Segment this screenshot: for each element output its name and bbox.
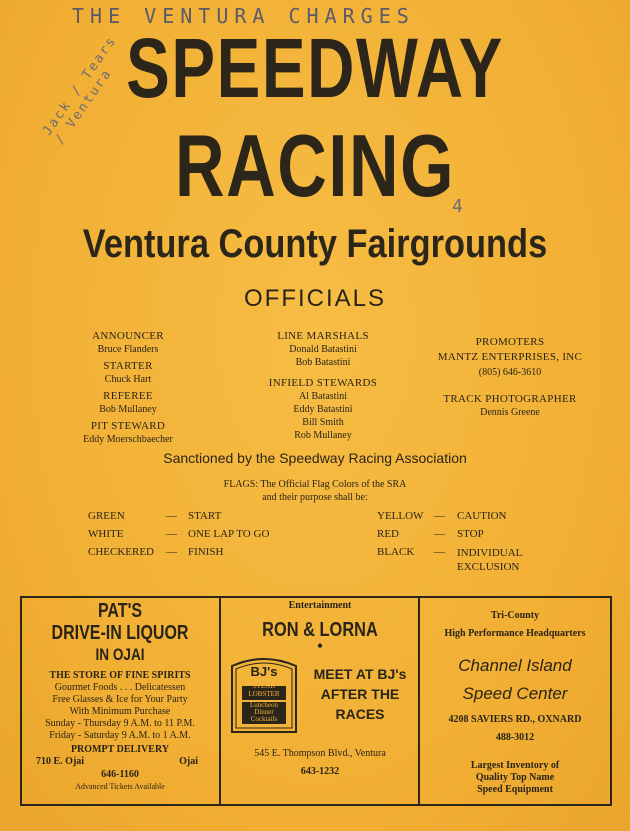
ad1-line1: Gourmet Foods . . . Delicatessen — [54, 682, 186, 693]
official-name: Chuck Hart — [104, 374, 152, 385]
bjs-sign-lobster: LOBSTER — [248, 690, 280, 698]
ad3-line1: Tri-County — [490, 610, 540, 621]
ad3-name1: Channel Island — [458, 656, 572, 675]
bjs-sign-name: BJ's — [250, 664, 278, 679]
ad1-location: IN OJAI — [95, 645, 145, 664]
official-name: Donald Batastini — [289, 344, 357, 355]
bjs-sign-luncheon: Luncheon — [250, 701, 278, 709]
venue-title: Ventura County Fairgrounds — [82, 222, 548, 266]
flag-meaning: INDIVIDUAL EXCLUSION — [457, 547, 522, 573]
ad2-meet — [304, 664, 416, 724]
official-role: TRACK PHOTOGRAPHER — [443, 393, 577, 405]
official-name: Bob Batastini — [295, 357, 351, 368]
handwritten-note: Jack / Tears / Ventura — [40, 33, 120, 148]
official-name: Eddy Moerschbaecher — [83, 434, 173, 445]
flag-color: CHECKERED — [88, 546, 154, 558]
flag-dash: — — [166, 546, 177, 558]
official-role: STARTER — [103, 360, 153, 372]
official-role: ANNOUNCER — [92, 330, 164, 342]
promoter-phone: (805) 646-3610 — [478, 367, 542, 378]
ad1-phone: 646-1160 — [101, 769, 139, 780]
flag-meaning: CAUTION — [457, 510, 507, 522]
ad1-address-row — [22, 756, 218, 769]
officials-heading: OFFICIALS — [243, 285, 387, 312]
ad1-delivery: PROMPT DELIVERY — [70, 744, 170, 755]
official-role: PIT STEWARD — [90, 420, 166, 432]
ad2-label: Entertainment — [288, 600, 352, 611]
promoter-name: MANTZ ENTERPRISES, INC — [437, 351, 583, 363]
flag-dash: — — [434, 528, 445, 540]
ad2-phone: 643-1232 — [300, 766, 340, 777]
official-name: Eddy Batastini — [293, 404, 353, 415]
ad1-hours2: Friday - Saturday 9 A.M. to 1 A.M. — [49, 730, 191, 741]
ad1-address: 710 E. Ojai — [36, 756, 85, 767]
ad1-name2: DRIVE-IN LIQUOR — [51, 622, 189, 644]
sanction-line: Sanctioned by the Speedway Racing Association — [163, 450, 467, 466]
ad1-note: Advanced Tickets Available — [75, 782, 165, 791]
ad3-line2: High Performance Headquarters — [444, 628, 586, 639]
flags-intro — [0, 478, 630, 504]
bjs-sign-steak: STEAK — [252, 682, 276, 690]
official-role: REFEREE — [103, 390, 153, 402]
ad3-name2: Speed Center — [462, 684, 568, 703]
bjs-sign-logo — [228, 652, 300, 736]
ad1-line3: With Minimum Purchase — [69, 706, 171, 717]
headline-speedway: SPEEDWAY — [126, 21, 504, 115]
ad-divider — [219, 598, 221, 804]
bjs-sign-cocktails: Cocktails — [250, 715, 278, 723]
flags-intro-line2: and their purpose shall be: — [262, 492, 368, 503]
official-name: Bob Mullaney — [99, 404, 157, 415]
ad1-hours1: Sunday - Thursday 9 A.M. to 11 P.M. — [45, 718, 195, 729]
ad3-address: 4208 SAVIERS RD., OXNARD — [448, 714, 582, 725]
ad1-tagline: THE STORE OF FINE SPIRITS — [49, 670, 191, 681]
ad-channel-island — [422, 600, 608, 796]
ad2-meet-line1: MEET AT BJ's — [313, 666, 407, 682]
officials-column-1 — [48, 326, 208, 446]
ad1-city: Ojai — [179, 756, 198, 767]
official-role: INFIELD STEWARDS — [268, 377, 378, 389]
flag-color: RED — [377, 528, 399, 540]
official-name: Rob Mullaney — [294, 430, 352, 441]
ad1-name: PAT'S — [97, 600, 143, 622]
flags-intro-line1: FLAGS: The Official Flag Colors of the SRA — [223, 479, 407, 490]
flag-color: WHITE — [88, 528, 124, 540]
bjs-sign-dinner: Dinner — [254, 708, 274, 716]
official-name: Bruce Flanders — [97, 344, 159, 355]
ad3-phone: 488-3012 — [495, 732, 535, 743]
flag-color: BLACK — [377, 546, 415, 558]
ad2-address: 545 E. Thompson Blvd., Ventura — [254, 748, 386, 759]
ad-bjs — [222, 600, 418, 778]
headline-racing: RACING — [174, 116, 456, 215]
ad3-promo3: Speed Equipment — [477, 784, 553, 795]
ad2-meet-line2: AFTER THE — [320, 686, 400, 702]
flag-dash: — — [434, 546, 445, 558]
ad-divider — [418, 598, 420, 804]
ad3-promo1: Largest Inventory of — [470, 760, 560, 771]
ad2-meet-line3: RACES — [335, 706, 385, 722]
flag-color: YELLOW — [377, 510, 424, 522]
ad-pats-liquor — [22, 600, 218, 793]
flag-meaning: STOP — [457, 528, 484, 540]
officials-column-3 — [410, 332, 610, 419]
official-role: PROMOTERS — [475, 336, 545, 348]
official-name: Bill Smith — [302, 417, 344, 428]
flag-meaning: FINISH — [188, 546, 224, 558]
handwritten-number: 4 — [452, 196, 463, 217]
flag-dash: — — [166, 528, 177, 540]
ad2-bullet: • — [316, 636, 324, 656]
ad1-line2: Free Glasses & Ice for Your Party — [52, 694, 188, 705]
flag-color: GREEN — [88, 510, 125, 522]
official-role: LINE MARSHALS — [277, 330, 369, 342]
ad2-content — [222, 652, 418, 744]
officials-column-2 — [228, 326, 418, 442]
official-name: Al Batastini — [298, 391, 348, 402]
handwritten-title: THE VENTURA CHARGES — [72, 4, 415, 28]
ad3-promo2: Quality Top Name — [475, 772, 555, 783]
ad2-act: RON & LORNA — [262, 619, 378, 641]
flag-dash: — — [166, 510, 177, 522]
flag-dash: — — [434, 510, 445, 522]
flag-meaning: ONE LAP TO GO — [188, 528, 270, 540]
official-name: Dennis Greene — [480, 407, 540, 418]
flag-meaning: START — [188, 510, 222, 522]
